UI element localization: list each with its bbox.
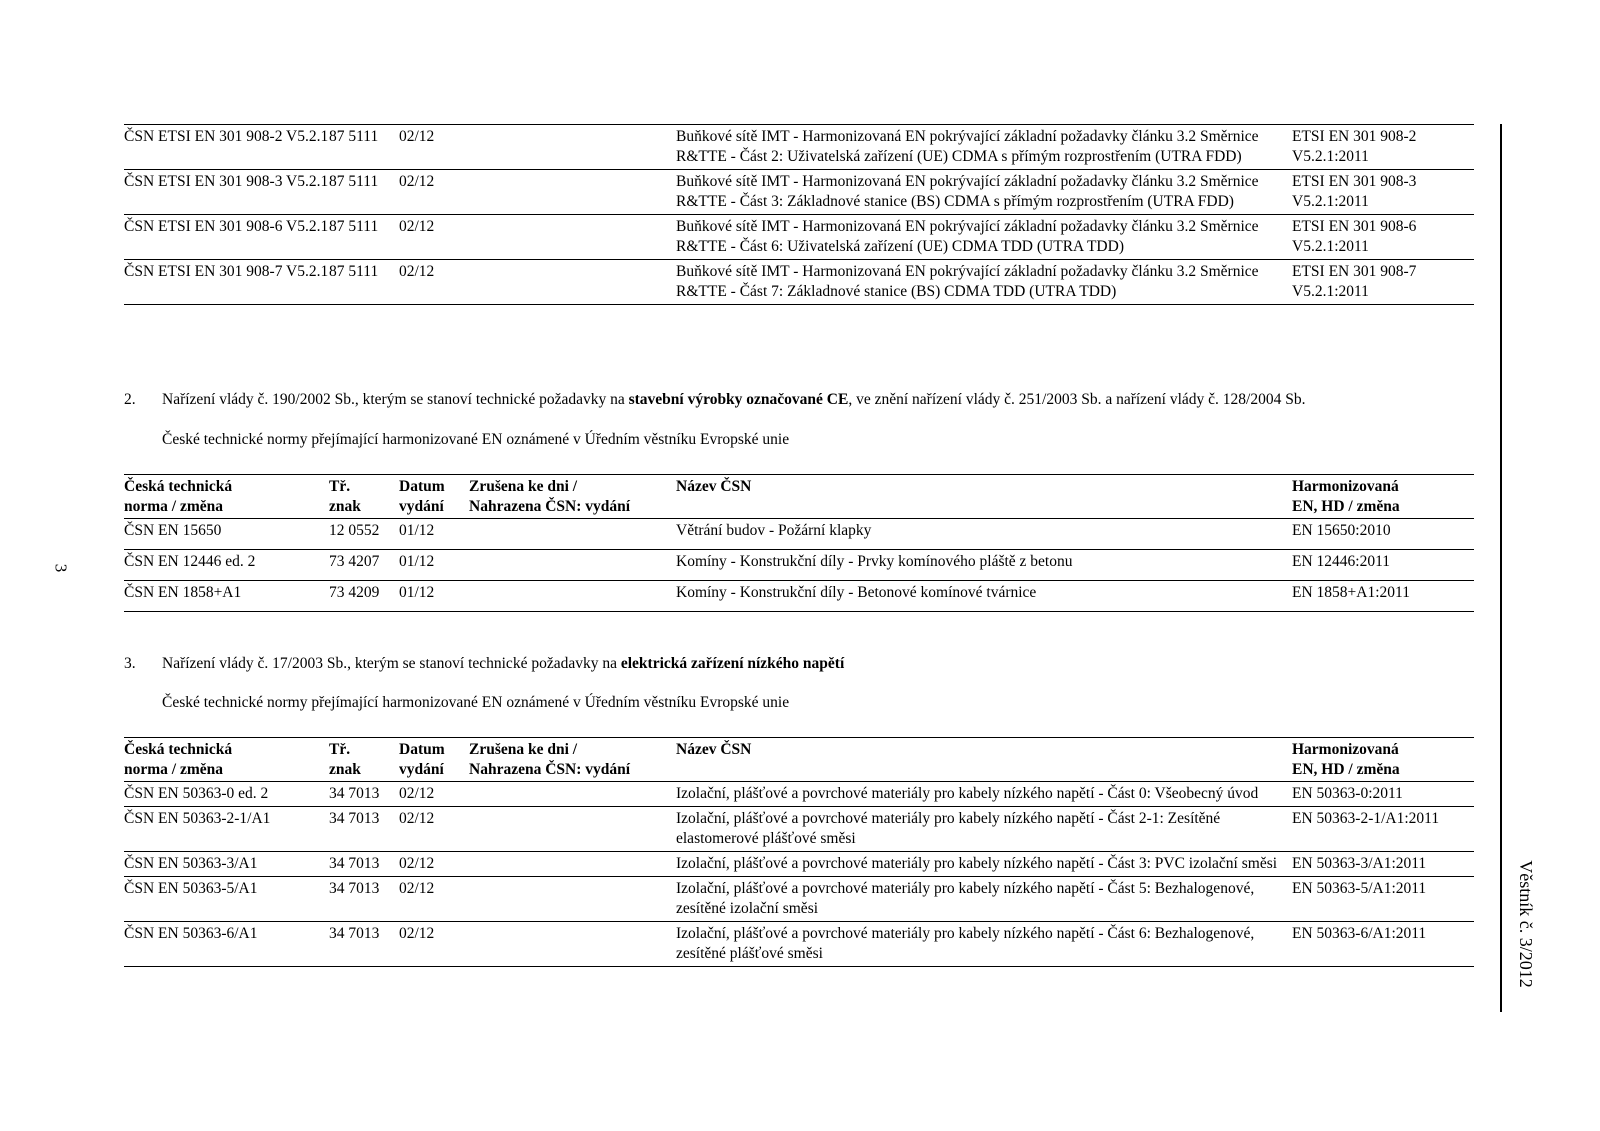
cell-datum: 01/12 — [399, 519, 469, 550]
cell-znak: 73 4209 — [329, 581, 399, 612]
cell-znak: 34 7013 — [329, 782, 399, 807]
cell-nazev: Větrání budov - Požární klapky — [676, 519, 1292, 550]
cell-nazev: Buňkové sítě IMT - Harmonizovaná EN pokrývající základní požadavky článku 3.2 Směrnice R&TTE - Část 3: Základnové stanice (BS) CDMA s přímým rozprostřením (UTRA FDD) — [676, 170, 1292, 215]
cell-nazev: Izolační, plášťové a povrchové materiály pro kabely nízkého napětí - Část 2-1: Zesítěné elastomerové plášťové směsi — [676, 807, 1292, 852]
cell-nazev: Izolační, plášťové a povrchové materiály pro kabely nízkého napětí - Část 3: PVC izolační směsi — [676, 852, 1292, 877]
cell-harmonizovana: EN 15650:2010 — [1292, 519, 1474, 550]
section-3-subheading: České technické normy přejímající harmonizované EN oznámené v Úředním věstníku Evropské unie — [162, 694, 790, 711]
section-2-subheading: České technické normy přejímající harmonizované EN oznámené v Úředním věstníku Evropské unie — [162, 431, 790, 448]
col-header-zrusena: Zrušena ke dni / Nahrazena ČSN: vydání — [469, 475, 676, 519]
right-margin-rule — [1500, 124, 1502, 1012]
cell-norma: ČSN EN 50363-6/A1 — [124, 922, 329, 967]
cell-datum: 02/12 — [399, 260, 469, 305]
table-row — [124, 550, 1474, 581]
cell-norma: ČSN EN 12446 ed. 2 — [124, 550, 329, 581]
cell-zrusena — [469, 215, 676, 260]
col-header-zrusena: Zrušena ke dni / Nahrazena ČSN: vydání — [469, 738, 676, 782]
section-text-bold: stavební výrobky označované CE — [628, 391, 849, 408]
cell-datum: 02/12 — [399, 215, 469, 260]
col-header-norma: Česká technická norma / změna — [124, 475, 329, 519]
cell-harmonizovana: ETSI EN 301 908-6 V5.2.1:2011 — [1292, 215, 1474, 260]
cell-zrusena — [469, 852, 676, 877]
table-header — [124, 475, 1474, 519]
cell-zrusena — [469, 170, 676, 215]
cell-zrusena — [469, 807, 676, 852]
cell-zrusena — [469, 581, 676, 612]
cell-znak: 34 7013 — [329, 922, 399, 967]
cell-nazev: Buňkové sítě IMT - Harmonizovaná EN pokrývající základní požadavky článku 3.2 Směrnice R&TTE - Část 2: Uživatelská zařízení (UE) CDMA s přímým rozprostřením (UTRA FDD) — [676, 125, 1292, 170]
journal-title: Věstník č. 3/2012 — [1516, 860, 1536, 988]
cell-norma: ČSN EN 15650 — [124, 519, 329, 550]
cell-znak: 34 7013 — [329, 877, 399, 922]
cell-datum: 02/12 — [399, 807, 469, 852]
cell-zrusena — [469, 877, 676, 922]
table-telecom-standards — [124, 124, 1474, 305]
cell-datum: 02/12 — [399, 782, 469, 807]
cell-zrusena — [469, 125, 676, 170]
cell-harmonizovana: EN 12446:2011 — [1292, 550, 1474, 581]
cell-nazev: Buňkové sítě IMT - Harmonizovaná EN pokrývající základní požadavky článku 3.2 Směrnice R&TTE - Část 7: Základnové stanice (BS) CDMA TDD (UTRA TDD) — [676, 260, 1292, 305]
col-header-harmonizovana: Harmonizovaná EN, HD / změna — [1292, 475, 1474, 519]
cell-znak: 12 0552 — [329, 519, 399, 550]
table-row — [124, 852, 1474, 877]
table-low-voltage-equipment — [124, 737, 1474, 967]
cell-norma: ČSN EN 50363-0 ed. 2 — [124, 782, 329, 807]
table-row — [124, 782, 1474, 807]
cell-nazev: Buňkové sítě IMT - Harmonizovaná EN pokrývající základní požadavky článku 3.2 Směrnice R&TTE - Část 6: Uživatelská zařízení (UE) CDMA TDD (UTRA TDD) — [676, 215, 1292, 260]
cell-harmonizovana: EN 50363-3/A1:2011 — [1292, 852, 1474, 877]
section-text: Nařízení vlády č. 17/2003 Sb., kterým se stanoví technické požadavky na — [162, 655, 621, 672]
section-text-end: , ve znění nařízení vlády č. 251/2003 Sb. a nařízení vlády č. 128/2004 Sb. — [848, 391, 1306, 408]
col-header-datum: Datum vydání — [399, 475, 469, 519]
cell-znak: 34 7013 — [329, 807, 399, 852]
col-header-datum: Datum vydání — [399, 738, 469, 782]
section-text: Nařízení vlády č. 190/2002 Sb., kterým se stanoví technické požadavky na — [162, 391, 629, 408]
table-row — [124, 922, 1474, 967]
section-number: 3. — [124, 655, 136, 672]
cell-zrusena — [469, 519, 676, 550]
cell-znak: 87 5111 — [329, 215, 399, 260]
col-header-nazev: Název ČSN — [676, 475, 1292, 519]
section-3-heading — [124, 654, 1474, 674]
section-2-heading — [124, 390, 1474, 410]
cell-zrusena — [469, 922, 676, 967]
cell-norma: ČSN ETSI EN 301 908-7 V5.2.1 — [124, 260, 329, 305]
cell-norma: ČSN ETSI EN 301 908-3 V5.2.1 — [124, 170, 329, 215]
cell-datum: 02/12 — [399, 170, 469, 215]
cell-nazev: Komíny - Konstrukční díly - Betonové komínové tvárnice — [676, 581, 1292, 612]
cell-norma: ČSN ETSI EN 301 908-2 V5.2.1 — [124, 125, 329, 170]
cell-datum: 02/12 — [399, 852, 469, 877]
page-number: 3 — [51, 563, 71, 573]
col-header-znak: Tř. znak — [329, 738, 399, 782]
cell-norma: ČSN EN 1858+A1 — [124, 581, 329, 612]
cell-norma: ČSN EN 50363-2-1/A1 — [124, 807, 329, 852]
table-row — [124, 877, 1474, 922]
cell-datum: 01/12 — [399, 581, 469, 612]
cell-harmonizovana: EN 50363-0:2011 — [1292, 782, 1474, 807]
cell-harmonizovana: EN 50363-5/A1:2011 — [1292, 877, 1474, 922]
col-header-znak: Tř. znak — [329, 475, 399, 519]
cell-norma: ČSN EN 50363-5/A1 — [124, 877, 329, 922]
cell-nazev: Izolační, plášťové a povrchové materiály pro kabely nízkého napětí - Část 6: Bezhalogenové, zesítěné plášťové směsi — [676, 922, 1292, 967]
cell-harmonizovana: ETSI EN 301 908-7 V5.2.1:2011 — [1292, 260, 1474, 305]
table-body — [124, 782, 1474, 967]
table-row — [124, 215, 1474, 260]
section-text-bold: elektrická zařízení nízkého napětí — [620, 655, 845, 672]
cell-znak: 34 7013 — [329, 852, 399, 877]
table-row — [124, 581, 1474, 612]
cell-nazev: Izolační, plášťové a povrchové materiály pro kabely nízkého napětí - Část 5: Bezhalogenové, zesítěné izolační směsi — [676, 877, 1292, 922]
cell-datum: 02/12 — [399, 922, 469, 967]
cell-harmonizovana: ETSI EN 301 908-3 V5.2.1:2011 — [1292, 170, 1474, 215]
cell-datum: 02/12 — [399, 877, 469, 922]
cell-znak: 87 5111 — [329, 125, 399, 170]
col-header-norma: Česká technická norma / změna — [124, 738, 329, 782]
cell-harmonizovana: EN 1858+A1:2011 — [1292, 581, 1474, 612]
cell-zrusena — [469, 550, 676, 581]
cell-datum: 02/12 — [399, 125, 469, 170]
cell-znak: 73 4207 — [329, 550, 399, 581]
cell-harmonizovana: ETSI EN 301 908-2 V5.2.1:2011 — [1292, 125, 1474, 170]
table-row — [124, 519, 1474, 550]
table-row — [124, 807, 1474, 852]
section-number: 2. — [124, 391, 136, 408]
col-header-nazev: Název ČSN — [676, 738, 1292, 782]
cell-norma: ČSN EN 50363-3/A1 — [124, 852, 329, 877]
table-construction-products — [124, 474, 1474, 612]
cell-znak: 87 5111 — [329, 260, 399, 305]
cell-harmonizovana: EN 50363-6/A1:2011 — [1292, 922, 1474, 967]
table-row — [124, 125, 1474, 170]
table-row — [124, 170, 1474, 215]
cell-zrusena — [469, 782, 676, 807]
cell-datum: 01/12 — [399, 550, 469, 581]
cell-nazev: Izolační, plášťové a povrchové materiály pro kabely nízkého napětí - Část 0: Všeobecný úvod — [676, 782, 1292, 807]
cell-harmonizovana: EN 50363-2-1/A1:2011 — [1292, 807, 1474, 852]
table-body — [124, 125, 1474, 305]
table-row — [124, 260, 1474, 305]
cell-nazev: Komíny - Konstrukční díly - Prvky komínového pláště z betonu — [676, 550, 1292, 581]
table-body — [124, 519, 1474, 612]
col-header-harmonizovana: Harmonizovaná EN, HD / změna — [1292, 738, 1474, 782]
table-header — [124, 738, 1474, 782]
cell-norma: ČSN ETSI EN 301 908-6 V5.2.1 — [124, 215, 329, 260]
cell-zrusena — [469, 260, 676, 305]
cell-znak: 87 5111 — [329, 170, 399, 215]
